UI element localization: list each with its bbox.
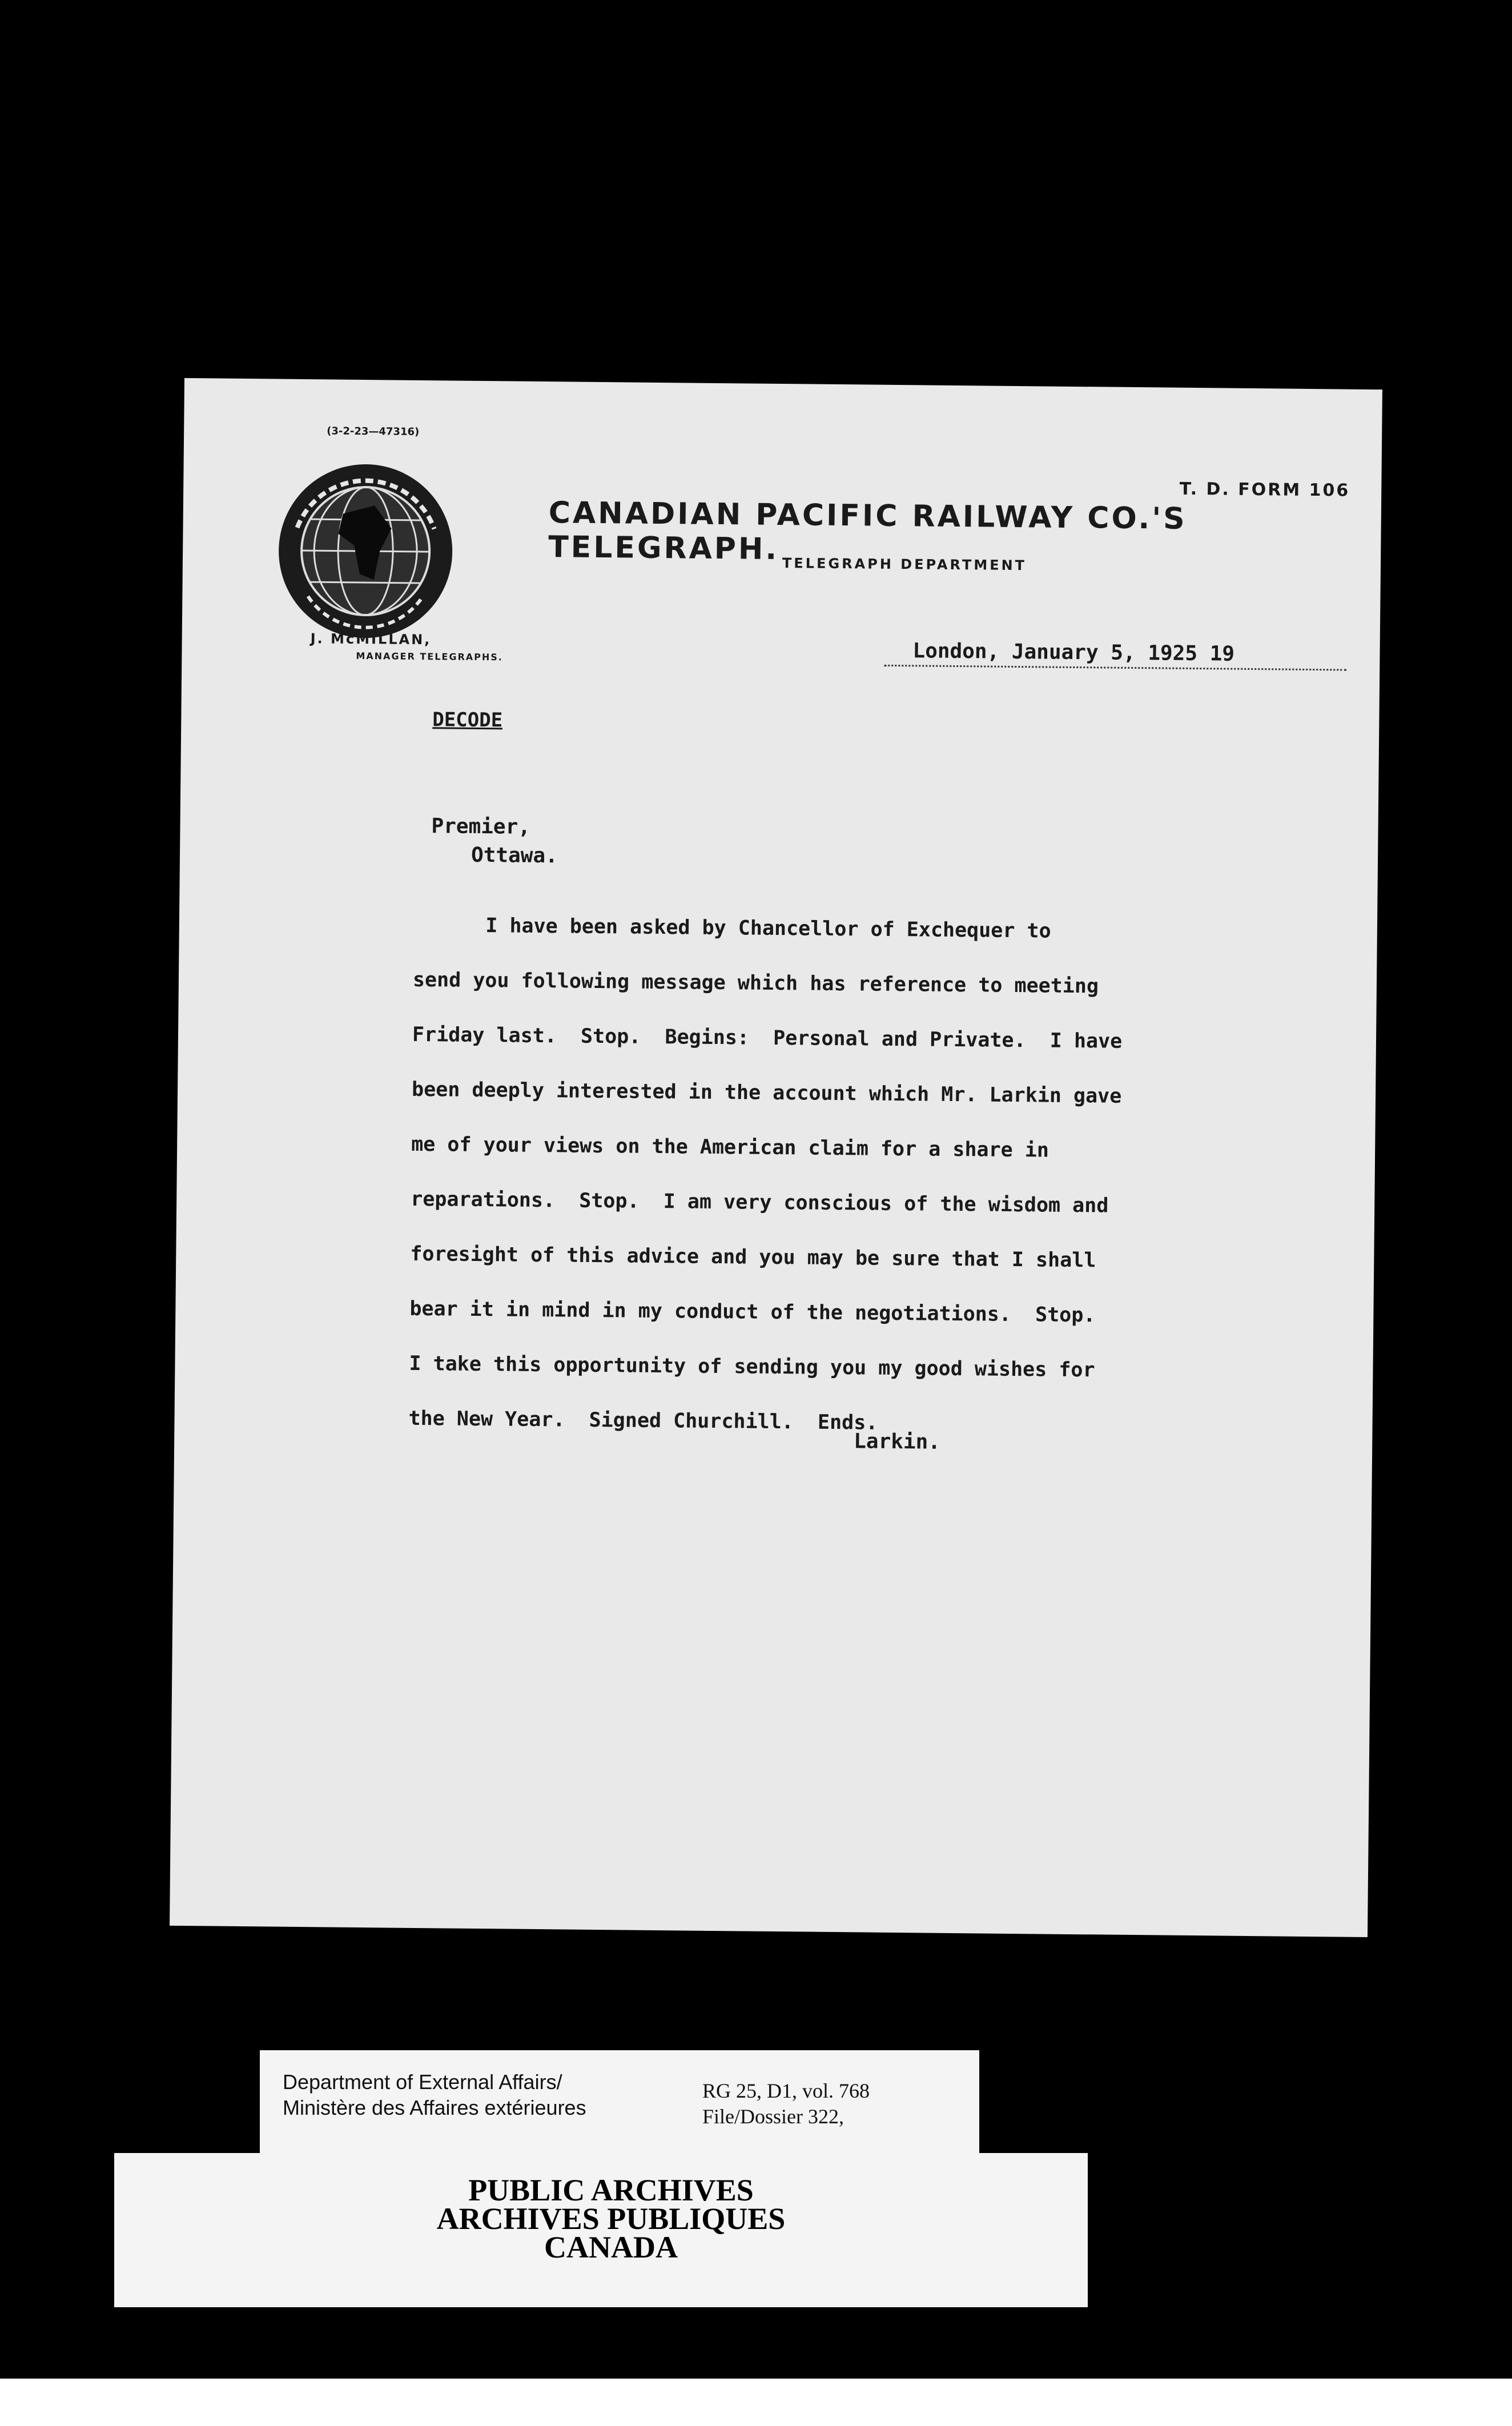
manager-name: J. McMILLAN,	[310, 630, 432, 648]
message-line: I have been asked by Chancellor of Exchequer to	[413, 913, 1051, 943]
label-archives-en: PUBLIC ARCHIVES	[468, 2173, 754, 2207]
label-archives-fr: ARCHIVES PUBLIQUES	[436, 2202, 786, 2236]
company-name: CANADIAN PACIFIC RAILWAY CO.'S TELEGRAPH.	[548, 496, 1187, 567]
decode-heading: DECODE	[432, 708, 503, 732]
place-date: London, January 5, 1925 19	[884, 639, 1346, 671]
label-department-en: Department of External Affairs/	[283, 2070, 562, 2094]
message-line: foresight of this advice and you may be sure that I shall	[410, 1242, 1096, 1272]
form-code: (3-2-23—47316)	[327, 425, 420, 438]
addressee: Premier,	[431, 814, 531, 839]
telegram-sheet	[170, 378, 1382, 1937]
signature: Larkin.	[854, 1429, 941, 1454]
message-body	[408, 898, 1270, 1454]
label-reference: RG 25, D1, vol. 768	[702, 2079, 870, 2102]
label-country: CANADA	[544, 2230, 678, 2264]
department-name: TELEGRAPH DEPARTMENT	[782, 555, 1027, 574]
form-number: T. D. FORM 106	[1179, 479, 1350, 501]
message-line: Friday last. Stop. Begins: Personal and Private. I have	[412, 1023, 1123, 1053]
message-line: me of your views on the American claim for a share in	[411, 1132, 1049, 1162]
globe-logo-icon	[274, 459, 458, 644]
message-line: I take this opportunity of sending you my good wishes for	[409, 1352, 1095, 1382]
message-line: the New Year. Signed Churchill. Ends.	[408, 1407, 878, 1435]
label-file: File/Dossier 322,	[702, 2105, 844, 2128]
message-line: been deeply interested in the account which Mr. Larkin gave	[411, 1078, 1122, 1108]
film-bottom-strip	[0, 2379, 1512, 2426]
message-line: reparations. Stop. I am very conscious of the wisdom and	[411, 1187, 1109, 1218]
manager-title: MANAGER TELEGRAPHS.	[356, 650, 504, 663]
message-line: send you following message which has reference to meeting	[412, 968, 1099, 998]
message-line: bear it in mind in my conduct of the negotiations. Stop.	[409, 1297, 1096, 1327]
addressee-city: Ottawa.	[471, 843, 558, 868]
label-department-fr: Ministère des Affaires extérieures	[283, 2096, 586, 2119]
